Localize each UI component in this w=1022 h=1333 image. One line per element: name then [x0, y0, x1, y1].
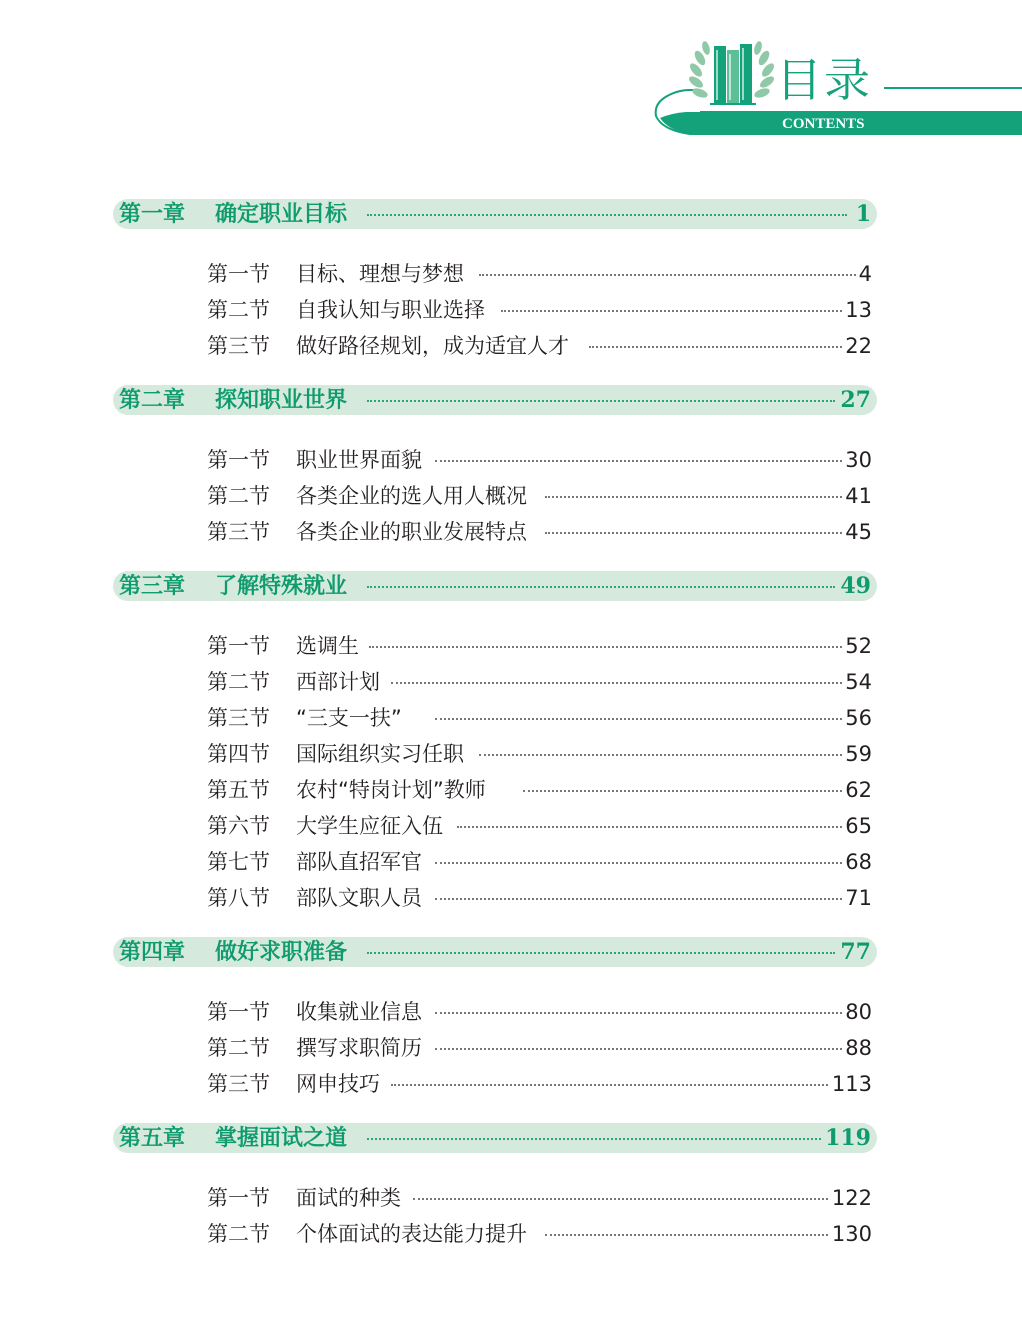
section-title: 收集就业信息	[296, 1000, 422, 1024]
chapter-number: 第二章	[119, 387, 186, 413]
section-number: 第七节	[207, 850, 270, 874]
leader-dots	[435, 1048, 842, 1050]
chapter-title: 探知职业世界	[215, 387, 348, 413]
chapter-entry[interactable]	[113, 385, 877, 415]
chapter-number: 第四章	[119, 939, 186, 965]
chapter-entry[interactable]	[113, 937, 877, 967]
section-title: 部队直招军官	[296, 850, 422, 874]
section-page: 41	[845, 484, 872, 508]
section-title: 个体面试的表达能力提升	[296, 1222, 527, 1246]
leader-dots	[589, 346, 842, 348]
section-title: 各类企业的职业发展特点	[296, 520, 527, 544]
section-number: 第一节	[207, 1186, 270, 1210]
section-number: 第一节	[207, 262, 270, 286]
leader-dots	[413, 1198, 828, 1200]
leader-dots	[545, 496, 842, 498]
section-title: 职业世界面貌	[296, 448, 422, 472]
leader-dots	[367, 952, 835, 954]
section-entry[interactable]	[207, 703, 872, 733]
section-number: 第二节	[207, 1222, 270, 1246]
section-number: 第二节	[207, 670, 270, 694]
section-number: 第一节	[207, 448, 270, 472]
chapter-title: 了解特殊就业	[215, 573, 348, 599]
section-title: 撰写求职简历	[296, 1036, 422, 1060]
section-entry[interactable]	[207, 445, 872, 475]
section-entry[interactable]	[207, 1183, 872, 1213]
leader-dots	[545, 1234, 828, 1236]
chapter-number: 第三章	[119, 573, 186, 599]
leader-dots	[435, 1012, 842, 1014]
section-page: 122	[831, 1186, 872, 1210]
section-page: 54	[845, 670, 872, 694]
leader-dots	[367, 214, 847, 216]
section-entry[interactable]	[207, 259, 872, 289]
chapter-title: 确定职业目标	[215, 201, 348, 227]
leader-dots	[523, 790, 842, 792]
section-entry[interactable]	[207, 1219, 872, 1249]
leader-dots	[545, 532, 842, 534]
section-entry[interactable]	[207, 517, 872, 547]
leader-dots	[369, 646, 842, 648]
leader-dots	[367, 400, 835, 402]
chapter-page: 77	[840, 939, 871, 965]
section-title: 大学生应征入伍	[296, 814, 443, 838]
leader-dots	[391, 682, 842, 684]
section-page: 65	[845, 814, 872, 838]
section-page: 52	[845, 634, 872, 658]
section-page: 68	[845, 850, 872, 874]
section-entry[interactable]	[207, 775, 872, 805]
section-page: 80	[845, 1000, 872, 1024]
chapter-title: 掌握面试之道	[215, 1125, 348, 1151]
chapter-number: 第一章	[119, 201, 186, 227]
section-number: 第一节	[207, 634, 270, 658]
section-title: 选调生	[296, 634, 359, 658]
section-title: 西部计划	[296, 670, 380, 694]
section-number: 第一节	[207, 1000, 270, 1024]
leader-dots	[391, 1084, 828, 1086]
section-page: 4	[858, 262, 872, 286]
section-title: 做好路径规划，成为适宜人才	[296, 334, 569, 358]
leader-dots	[501, 310, 842, 312]
section-entry[interactable]	[207, 847, 872, 877]
section-entry[interactable]	[207, 481, 872, 511]
page-subtitle: CONTENTS	[782, 116, 865, 132]
leader-dots	[367, 1138, 821, 1140]
section-number: 第六节	[207, 814, 270, 838]
chapter-number: 第五章	[119, 1125, 186, 1151]
section-entry[interactable]	[207, 811, 872, 841]
section-page: 130	[831, 1222, 872, 1246]
chapter-page: 27	[840, 387, 871, 413]
section-entry[interactable]	[207, 739, 872, 769]
section-entry[interactable]	[207, 631, 872, 661]
leader-dots	[435, 862, 842, 864]
section-title: 部队文职人员	[296, 886, 422, 910]
chapter-page: 1	[855, 201, 871, 227]
page-title: 目录	[776, 53, 872, 107]
section-page: 30	[845, 448, 872, 472]
section-title: 国际组织实习任职	[296, 742, 464, 766]
section-number: 第八节	[207, 886, 270, 910]
section-page: 45	[845, 520, 872, 544]
section-page: 62	[845, 778, 872, 802]
section-title: 自我认知与职业选择	[296, 298, 485, 322]
section-page: 59	[845, 742, 872, 766]
section-number: 第二节	[207, 298, 270, 322]
section-page: 56	[845, 706, 872, 730]
leader-dots	[457, 826, 842, 828]
leader-dots	[435, 718, 842, 720]
chapter-entry[interactable]	[113, 199, 877, 229]
section-number: 第三节	[207, 520, 270, 544]
leader-dots	[367, 586, 835, 588]
leader-dots	[479, 274, 856, 276]
section-page: 22	[845, 334, 872, 358]
section-page: 71	[845, 886, 872, 910]
chapter-entry[interactable]	[113, 1123, 877, 1153]
leader-dots	[435, 460, 842, 462]
section-title: “三支一扶”	[296, 706, 402, 730]
section-entry[interactable]	[207, 1069, 872, 1099]
section-number: 第三节	[207, 334, 270, 358]
section-page: 113	[831, 1072, 872, 1096]
section-number: 第二节	[207, 484, 270, 508]
section-number: 第五节	[207, 778, 270, 802]
section-title: 各类企业的选人用人概况	[296, 484, 527, 508]
chapter-page: 49	[840, 573, 871, 599]
section-entry[interactable]	[207, 667, 872, 697]
chapter-entry[interactable]	[113, 571, 877, 601]
section-title: 农村“特岗计划”教师	[296, 778, 486, 802]
section-number: 第二节	[207, 1036, 270, 1060]
section-title: 目标、理想与梦想	[296, 262, 464, 286]
leader-dots	[435, 898, 842, 900]
section-number: 第三节	[207, 1072, 270, 1096]
leader-dots	[479, 754, 842, 756]
section-entry[interactable]	[207, 295, 872, 325]
section-number: 第三节	[207, 706, 270, 730]
section-entry[interactable]	[207, 331, 872, 361]
section-entry[interactable]	[207, 883, 872, 913]
section-title: 网申技巧	[296, 1072, 380, 1096]
section-title: 面试的种类	[296, 1186, 401, 1210]
chapter-title: 做好求职准备	[215, 939, 348, 965]
chapter-page: 119	[825, 1125, 871, 1151]
section-entry[interactable]	[207, 1033, 872, 1063]
section-entry[interactable]	[207, 997, 872, 1027]
section-number: 第四节	[207, 742, 270, 766]
section-page: 13	[845, 298, 872, 322]
section-page: 88	[845, 1036, 872, 1060]
